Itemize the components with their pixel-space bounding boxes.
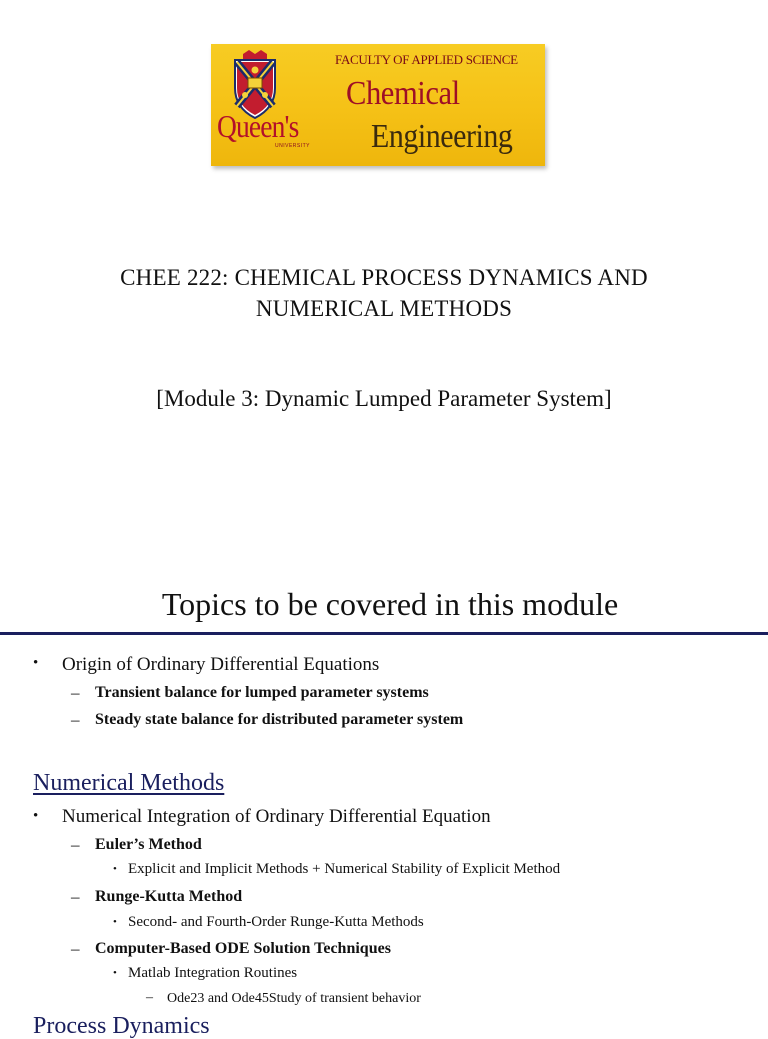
course-title-line1: CHEE 222: CHEMICAL PROCESS DYNAMICS AND: [120, 265, 648, 290]
dash-marker: –: [146, 990, 153, 1005]
dash-marker: –: [71, 887, 80, 906]
module-title: [Module 3: Dynamic Lumped Parameter System]: [156, 386, 612, 411]
dash-marker: –: [71, 683, 80, 702]
department-name-line1: Chemical: [346, 75, 460, 112]
course-title-line2: NUMERICAL METHODS: [255, 296, 513, 321]
heading-divider: [0, 632, 768, 635]
bullet-ode-origin: Origin of Ordinary Differential Equations: [62, 654, 380, 675]
bullet-marker: •: [113, 863, 117, 875]
course-title: [40, 262, 728, 324]
bullet-marker: •: [113, 916, 117, 928]
dash-marker: –: [71, 939, 80, 958]
department-name-line2: Engineering: [371, 118, 513, 155]
sub-bullet-computer-based: Computer-Based ODE Solution Techniques: [95, 940, 391, 957]
bullet-marker: •: [33, 655, 39, 671]
sub-bullet-runge-kutta: Runge-Kutta Method: [95, 888, 243, 905]
bullet-marker: •: [113, 967, 117, 979]
item-explicit-implicit: Explicit and Implicit Methods + Numerical Stability of Explicit Method: [128, 861, 561, 877]
dash-marker: –: [71, 835, 80, 854]
faculty-banner-logo: [211, 44, 545, 166]
topics-heading: Topics to be covered in this module: [161, 586, 619, 622]
item-ode23-ode45: Ode23 and Ode45Study of transient behavior: [167, 991, 421, 1006]
sub-bullet-transient-balance: Transient balance for lumped parameter systems: [95, 684, 429, 701]
sub-bullet-euler: Euler’s Method: [95, 836, 202, 853]
section-heading-process-dynamics: Process Dynamics: [33, 1013, 210, 1039]
item-rk-orders: Second- and Fourth-Order Runge-Kutta Methods: [128, 914, 424, 930]
university-subtitle: UNIVERSITY: [275, 143, 311, 149]
faculty-name: FACULTY OF APPLIED SCIENCE: [335, 52, 518, 67]
bullet-numerical-integration: Numerical Integration of Ordinary Differential Equation: [62, 806, 491, 827]
section-heading-numerical-methods: Numerical Methods: [33, 770, 225, 796]
university-wordmark: Queen's: [217, 108, 299, 144]
dash-marker: –: [71, 710, 80, 729]
sub-bullet-steady-state: Steady state balance for distributed parameter system: [95, 711, 464, 728]
item-matlab-routines: Matlab Integration Routines: [128, 965, 298, 981]
bullet-marker: •: [33, 808, 39, 824]
